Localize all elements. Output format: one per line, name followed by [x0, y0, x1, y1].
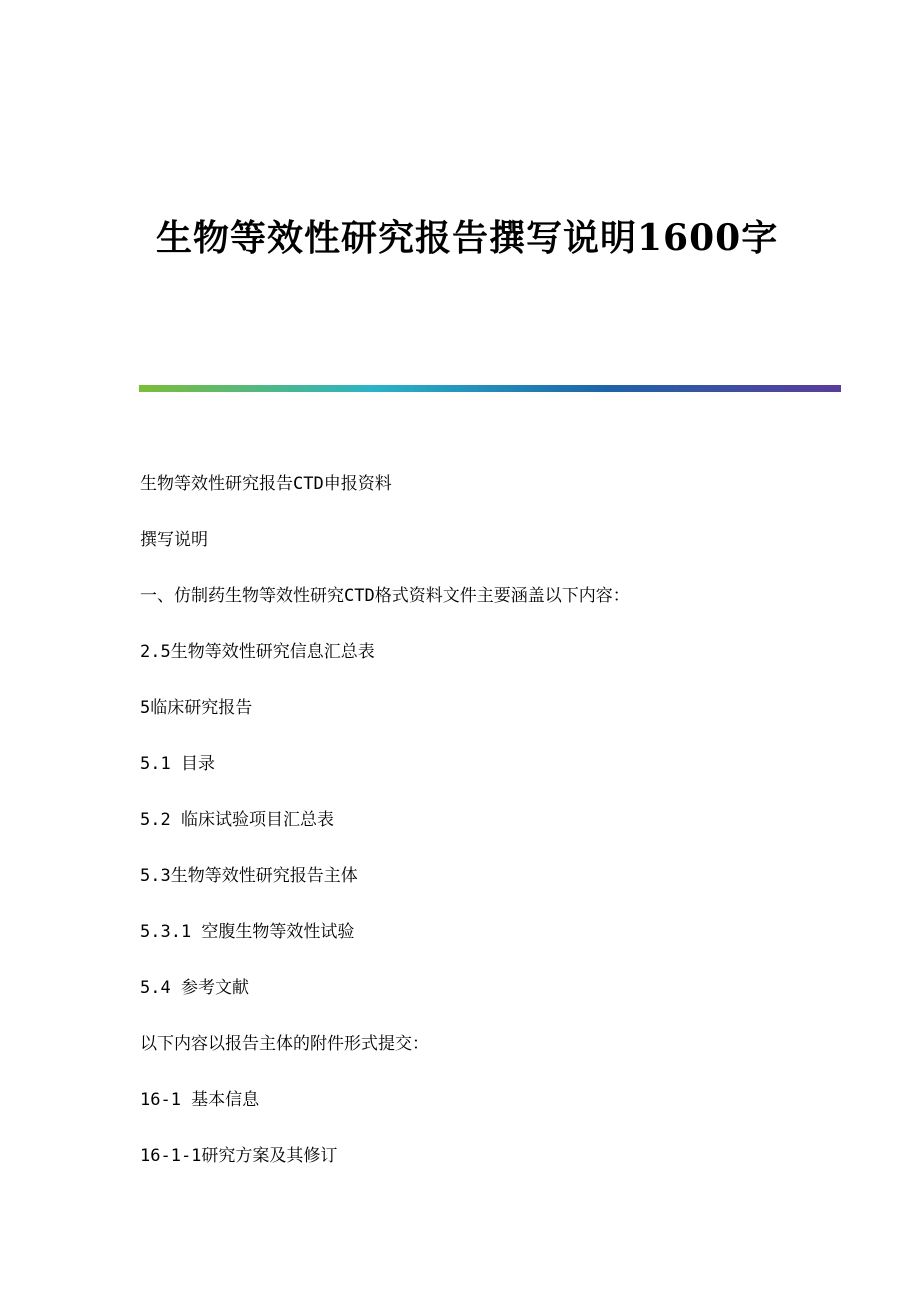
- body-line: 5.1 目录: [140, 754, 215, 774]
- gradient-divider: [139, 385, 841, 392]
- body-line: 5.3.1 空腹生物等效性试验: [140, 922, 355, 942]
- body-line: 16-1 基本信息: [140, 1090, 260, 1110]
- body-line: 5临床研究报告: [140, 698, 253, 718]
- document-body: [140, 470, 630, 1198]
- body-line: 5.4 参考文献: [140, 978, 249, 998]
- body-line: 16-1-1研究方案及其修订: [140, 1146, 338, 1166]
- body-line: 2.5生物等效性研究信息汇总表: [140, 642, 375, 662]
- body-line: 以下内容以报告主体的附件形式提交：: [140, 1034, 429, 1054]
- body-line: 一、仿制药生物等效性研究CTD格式资料文件主要涵盖以下内容：: [140, 586, 630, 606]
- body-line: 生物等效性研究报告CTD申报资料: [140, 474, 392, 494]
- document-title: 生物等效性研究报告撰写说明1600字: [156, 217, 779, 259]
- body-line: 5.2 临床试验项目汇总表: [140, 810, 334, 830]
- body-line: 5.3生物等效性研究报告主体: [140, 866, 358, 886]
- body-line: 撰写说明: [140, 530, 208, 550]
